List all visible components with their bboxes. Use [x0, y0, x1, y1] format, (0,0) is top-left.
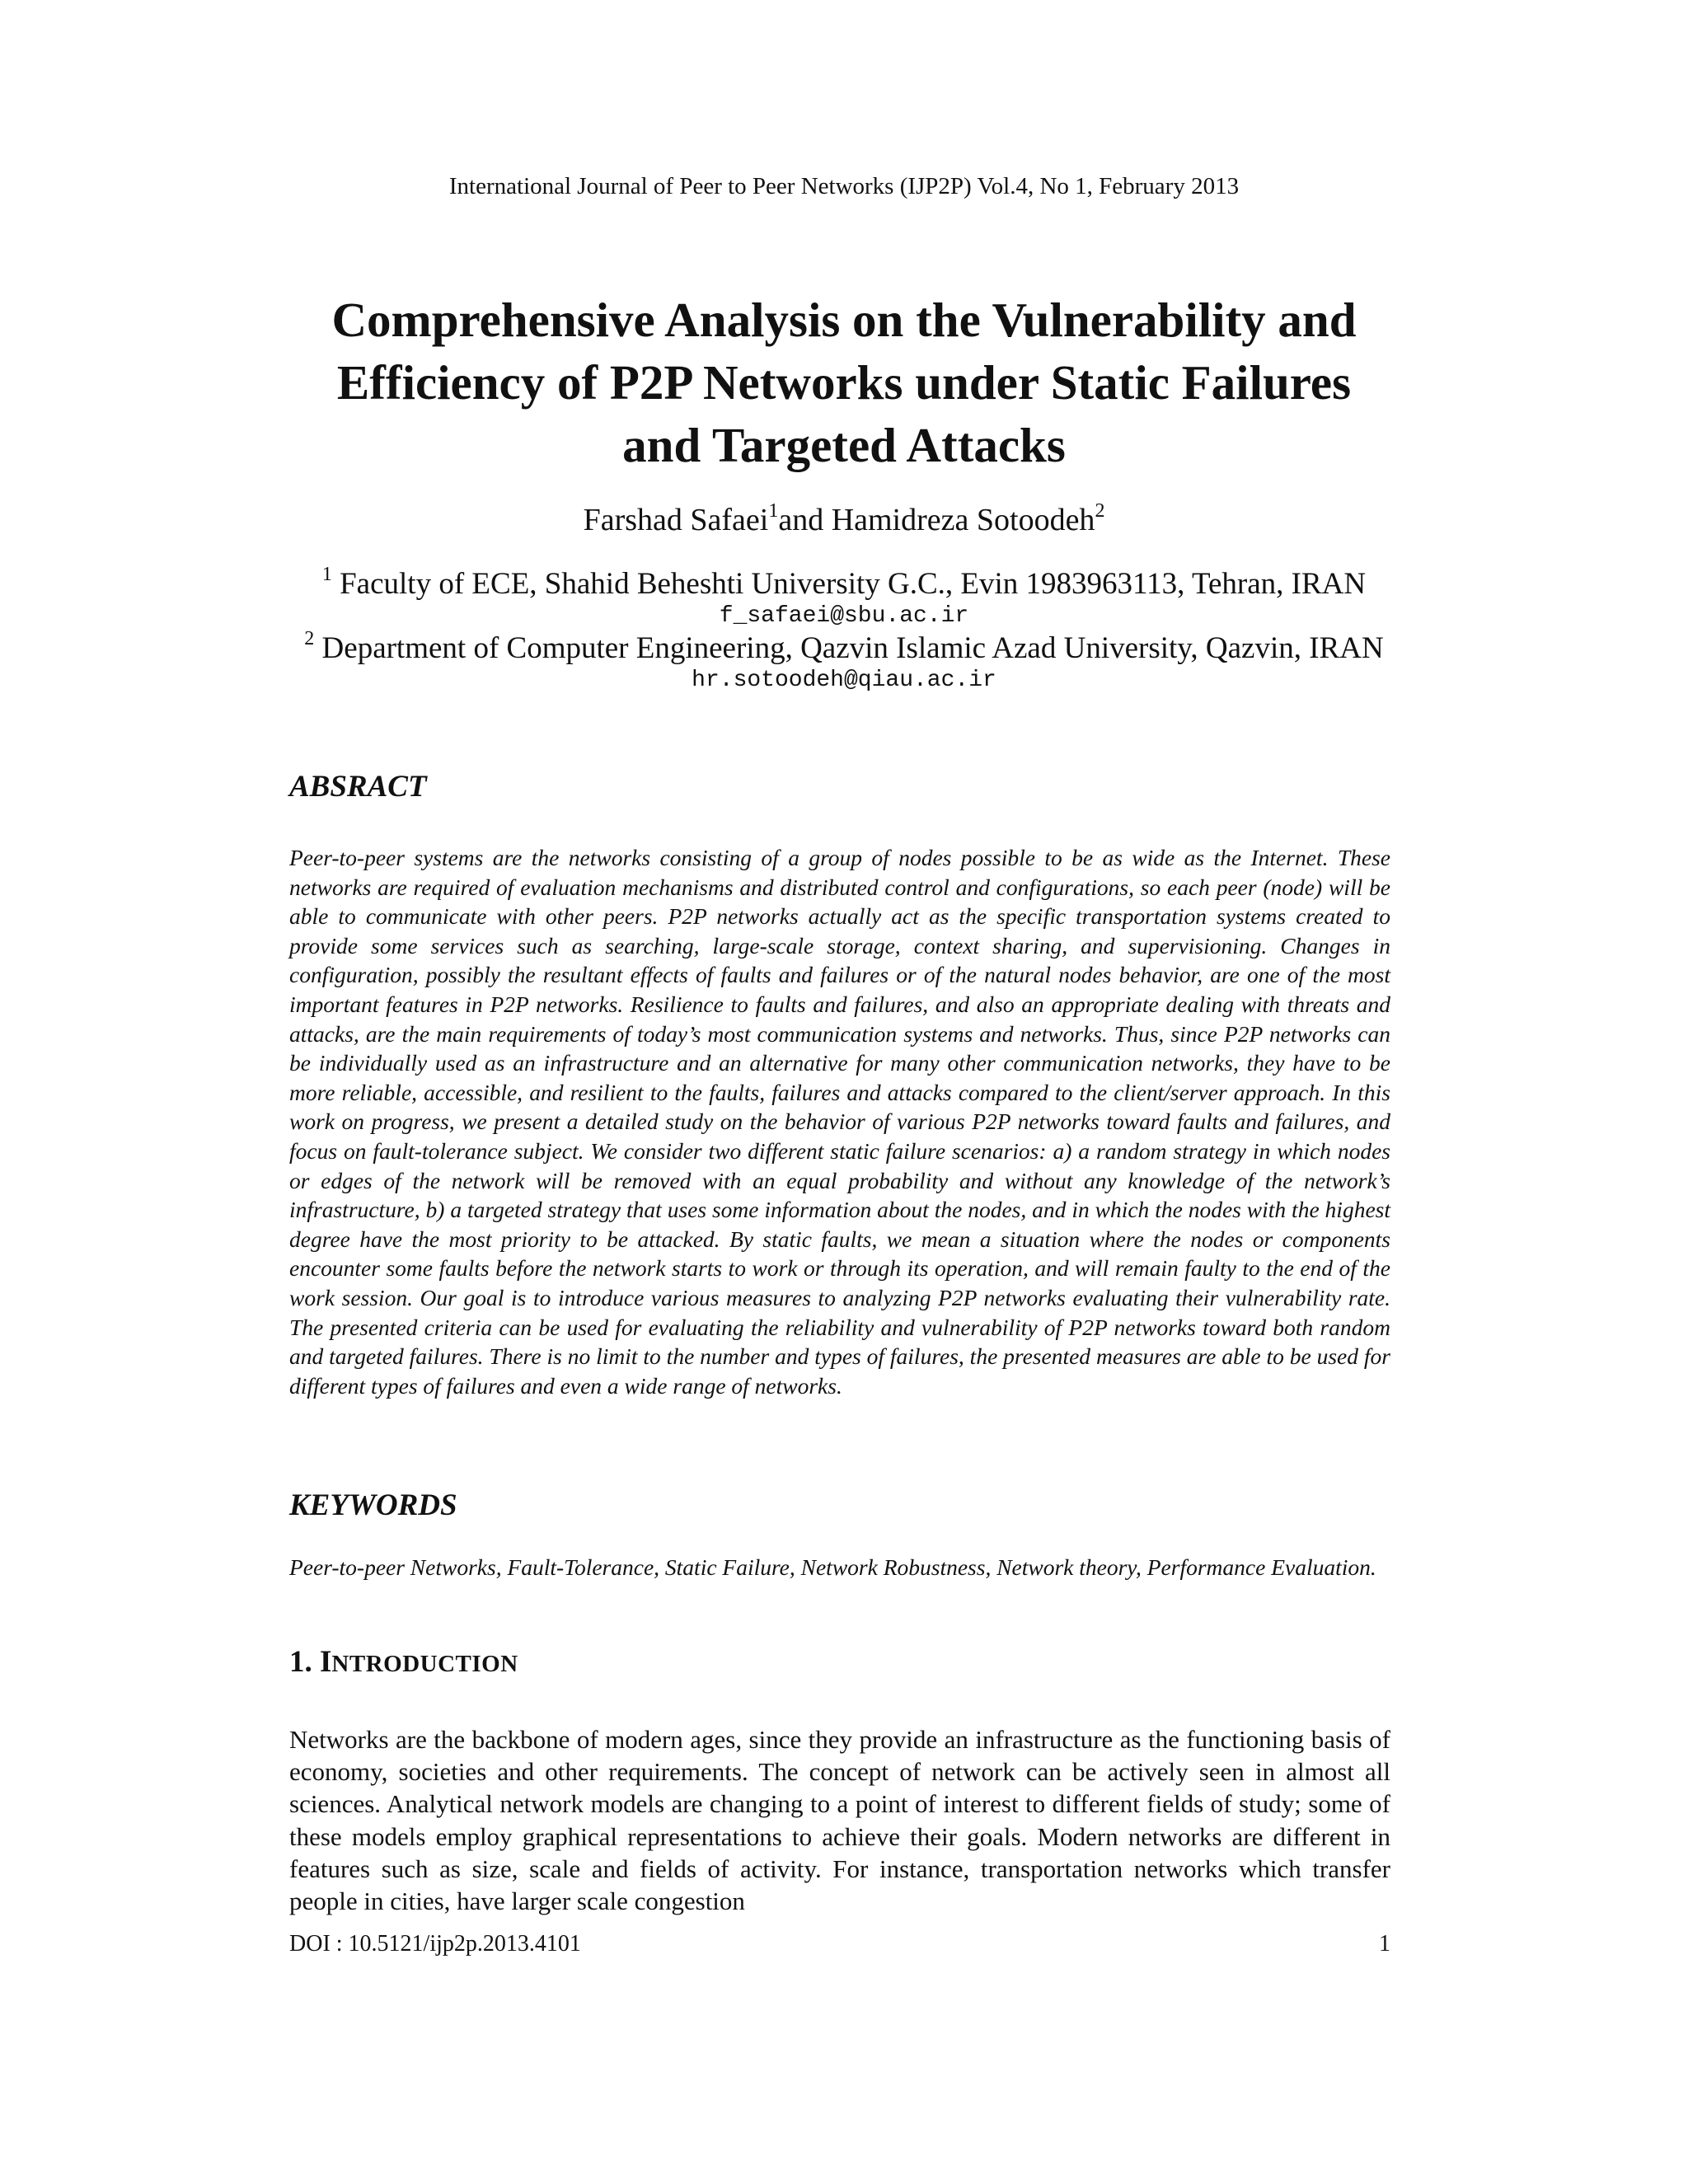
- author-list: [0, 499, 1688, 541]
- paper-title: [247, 288, 1441, 476]
- author-name-2: and Hamidreza Sotoodeh: [778, 503, 1095, 537]
- affiliations: [0, 565, 1688, 694]
- affiliation-1: [0, 565, 1688, 603]
- running-header: International Journal of Peer to Peer Networks (IJP2P) Vol.4, No 1, February 2013: [448, 173, 1240, 199]
- affiliation-2: [0, 630, 1688, 668]
- title-line-3: and Targeted Attacks: [622, 418, 1066, 472]
- introduction-heading-rest: NTRODUCTION: [331, 1651, 518, 1677]
- abstract-heading: ABSRACT: [289, 770, 427, 804]
- abstract-text: Peer-to-peer systems are the networks consisting of a group of nodes possible to be as wide as the Internet. These networks are required of evaluation mechanisms and distributed control and configurations, so each peer (node) will be able to communicate with other peers. P2P networks actually act as the specific transportation systems created to provide some services such as searching, large-scale storage, context sharing, and supervisioning. Changes in configuration, possibly the resultant effects of faults and failures or of the natural nodes behavior, are one of the most important features in P2P networks. Resilience to faults and failures, and also an appropriate dealing with threats and attacks, are the main requirements of today’s most communication systems and networks. Thus, since P2P networks can be individually used as an infrastructure and an alternative for many other communication networks, they have to be more reliable, accessible, and resilient to the faults, failures and attacks compared to the client/server approach. In this work on progress, we present a detailed study on the behavior of various P2P networks toward faults and failures, and focus on fault-tolerance subject. We consider two different static failure scenarios: a) a random strategy in which nodes or edges of the network will be removed with an equal probability and without any knowledge of the network’s infrastructure, b) a targeted strategy that uses some information about the nodes, and in which the nodes with the highest degree have the most priority to be attacked. By static faults, we mean a situation where the nodes or components encounter some faults before the network starts to work or through its operation, and will remain faulty to the end of the work session. Our goal is to introduce various measures to analyzing P2P networks evaluating their vulnerability rate. The presented criteria can be used for evaluating the reliability and vulnerability of P2P networks toward both random and targeted failures. There is no limit to the number and types of failures, the presented measures are able to be used for different types of failures and even a wide range of networks.: [289, 845, 1390, 1399]
- introduction-heading-initial: I: [320, 1645, 332, 1679]
- keywords-heading: KEYWORDS: [289, 1488, 457, 1522]
- affiliation-text-1: Faculty of ECE, Shahid Beheshti University G.C., Evin 1983963113, Tehran, IRAN: [331, 567, 1367, 601]
- author-email-1: f_safaei@sbu.ac.ir: [719, 603, 969, 629]
- title-line-1: Comprehensive Analysis on the Vulnerability and: [331, 293, 1357, 347]
- author-mark-1: 1: [768, 500, 779, 522]
- affiliation-mark-2: 2: [304, 628, 315, 649]
- title-line-2: Efficiency of P2P Networks under Static Failures: [336, 355, 1352, 410]
- author-name-1: Farshad Safaei: [583, 503, 769, 537]
- author-mark-2: 2: [1095, 500, 1105, 522]
- keywords-text: Peer-to-peer Networks, Fault-Tolerance, Static Failure, Network Robustness, Network theory, Performance Evaluation.: [289, 1554, 1376, 1580]
- introduction-number: 1.: [289, 1645, 320, 1679]
- page-number: 1: [1379, 1931, 1390, 1957]
- introduction-heading: [289, 1643, 518, 1683]
- affiliation-text-2: Department of Computer Engineering, Qazvin Islamic Azad University, Qazvin, IRAN: [314, 631, 1384, 665]
- affiliation-mark-1: 1: [321, 564, 332, 585]
- introduction-text: Networks are the backbone of modern ages, since they provide an infrastructure as the functioning basis of economy, societies and other requirements. The concept of network can be actively seen in almost all sciences. Analytical network models are changing to a point of interest to different fields of study; some of these models employ graphical representations to achieve their goals. Modern networks are different in features such as size, scale and fields of activity. For instance, transportation networks which transfer people in cities, have larger scale congestion: [289, 1725, 1390, 1916]
- author-email-2: hr.sotoodeh@qiau.ac.ir: [692, 668, 996, 693]
- doi-footer: DOI : 10.5121/ijp2p.2013.4101: [289, 1931, 581, 1957]
